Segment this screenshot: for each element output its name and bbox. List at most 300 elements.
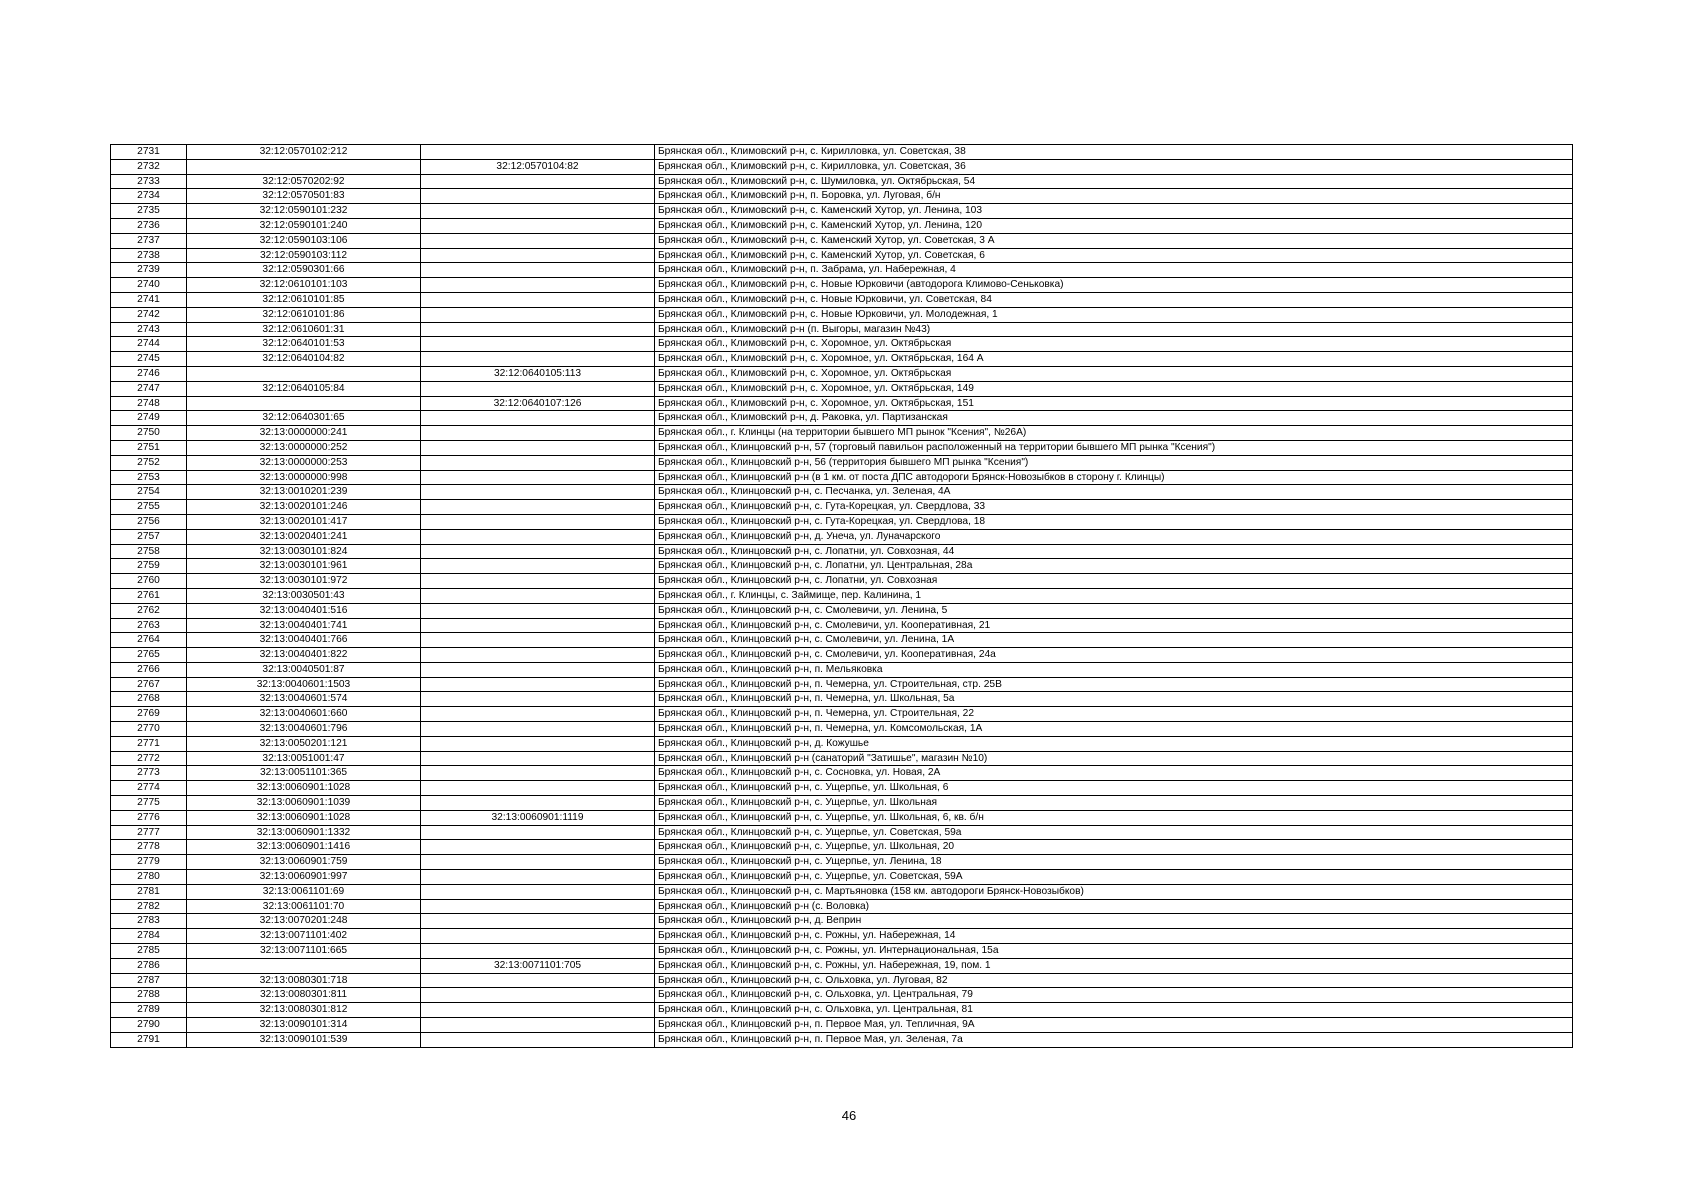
cadastral-number-cell: 32:13:0051001:47 — [187, 751, 421, 766]
cadastral-number-cell: 32:13:0070201:248 — [187, 914, 421, 929]
row-number-cell: 2773 — [111, 766, 187, 781]
cadastral-number-2-cell — [421, 751, 655, 766]
address-cell: Брянская обл., Клинцовский р-н (санаторий "Затишье", магазин №10) — [655, 751, 1573, 766]
address-cell: Брянская обл., Климовский р-н, с. Новые Юрковичи, ул. Молодежная, 1 — [655, 307, 1573, 322]
row-number-cell: 2780 — [111, 870, 187, 885]
address-cell: Брянская обл., Климовский р-н, с. Хоромное, ул. Октябрьская — [655, 337, 1573, 352]
address-cell: Брянская обл., Клинцовский р-н, д. Кожушье — [655, 736, 1573, 751]
cadastral-number-cell: 32:13:0000000:998 — [187, 470, 421, 485]
cadastral-number-cell: 32:13:0071101:402 — [187, 929, 421, 944]
cadastral-number-cell: 32:12:0590103:112 — [187, 248, 421, 263]
page-number: 46 — [841, 1108, 857, 1123]
address-cell: Брянская обл., Клинцовский р-н, с. Ущерпье, ул. Школьная, 6 — [655, 781, 1573, 796]
cadastral-number-2-cell — [421, 485, 655, 500]
row-number-cell: 2756 — [111, 514, 187, 529]
row-number-cell: 2753 — [111, 470, 187, 485]
table-row — [111, 278, 1573, 293]
cadastral-number-cell: 32:12:0570202:92 — [187, 174, 421, 189]
address-cell: Брянская обл., Клинцовский р-н, с. Сосновка, ул. Новая, 2А — [655, 766, 1573, 781]
address-cell: Брянская обл., Климовский р-н, с. Шумиловка, ул. Октябрьская, 54 — [655, 174, 1573, 189]
address-cell: Брянская обл., Клинцовский р-н, с. Лопатни, ул. Совхозная — [655, 574, 1573, 589]
cadastral-number-cell: 32:13:0071101:665 — [187, 944, 421, 959]
row-number-cell: 2776 — [111, 810, 187, 825]
table-row — [111, 899, 1573, 914]
cadastral-number-cell: 32:13:0060901:759 — [187, 855, 421, 870]
table-row — [111, 707, 1573, 722]
table-row — [111, 233, 1573, 248]
cadastral-number-2-cell — [421, 574, 655, 589]
cadastral-number-cell: 32:12:0610101:85 — [187, 292, 421, 307]
address-cell: Брянская обл., Климовский р-н, с. Каменский Хутор, ул. Советская, 6 — [655, 248, 1573, 263]
table-row — [111, 366, 1573, 381]
table-row — [111, 514, 1573, 529]
table-row — [111, 248, 1573, 263]
address-cell: Брянская обл., Климовский р-н, с. Каменский Хутор, ул. Ленина, 120 — [655, 218, 1573, 233]
cadastral-number-2-cell — [421, 677, 655, 692]
address-cell: Брянская обл., Клинцовский р-н, п. Мельяковка — [655, 662, 1573, 677]
cadastral-number-2-cell — [421, 189, 655, 204]
cadastral-number-cell: 32:13:0090101:314 — [187, 1018, 421, 1033]
table-row — [111, 544, 1573, 559]
cadastral-number-2-cell — [421, 914, 655, 929]
cadastral-number-2-cell — [421, 307, 655, 322]
cadastral-number-cell: 32:13:0020101:417 — [187, 514, 421, 529]
table-row — [111, 884, 1573, 899]
table-row — [111, 870, 1573, 885]
table-row — [111, 929, 1573, 944]
table-row — [111, 455, 1573, 470]
row-number-cell: 2738 — [111, 248, 187, 263]
cadastral-number-cell — [187, 396, 421, 411]
row-number-cell: 2741 — [111, 292, 187, 307]
table-row — [111, 411, 1573, 426]
cadastral-number-cell: 32:13:0060901:1028 — [187, 810, 421, 825]
address-cell: Брянская обл., Климовский р-н, с. Новые Юрковичи, ул. Советская, 84 — [655, 292, 1573, 307]
cadastral-number-cell: 32:13:0040601:660 — [187, 707, 421, 722]
cadastral-number-2-cell — [421, 796, 655, 811]
cadastral-number-2-cell — [421, 1003, 655, 1018]
address-cell: Брянская обл., Клинцовский р-н, с. Лопатни, ул. Совхозная, 44 — [655, 544, 1573, 559]
row-number-cell: 2763 — [111, 618, 187, 633]
table-row — [111, 352, 1573, 367]
row-number-cell: 2787 — [111, 973, 187, 988]
row-number-cell: 2770 — [111, 722, 187, 737]
address-cell: Брянская обл., Климовский р-н, с. Кирилловка, ул. Советская, 38 — [655, 145, 1573, 160]
table-row — [111, 322, 1573, 337]
cadastral-number-cell: 32:12:0610101:86 — [187, 307, 421, 322]
registry-table-body — [111, 145, 1573, 1048]
cadastral-number-2-cell — [421, 692, 655, 707]
cadastral-number-2-cell — [421, 500, 655, 515]
cadastral-number-2-cell: 32:12:0570104:82 — [421, 159, 655, 174]
address-cell: Брянская обл., Клинцовский р-н, с. Ущерпье, ул. Школьная — [655, 796, 1573, 811]
cadastral-number-cell: 32:13:0010201:239 — [187, 485, 421, 500]
row-number-cell: 2782 — [111, 899, 187, 914]
address-cell: Брянская обл., Клинцовский р-н, с. Рожны, ул. Интернациональная, 15а — [655, 944, 1573, 959]
table-row — [111, 914, 1573, 929]
cadastral-number-2-cell — [421, 781, 655, 796]
cadastral-number-2-cell — [421, 514, 655, 529]
cadastral-number-2-cell — [421, 381, 655, 396]
address-cell: Брянская обл., Клинцовский р-н, с. Рожны, ул. Набережная, 14 — [655, 929, 1573, 944]
address-cell: Брянская обл., Климовский р-н, с. Каменский Хутор, ул. Советская, 3 А — [655, 233, 1573, 248]
table-row — [111, 337, 1573, 352]
row-number-cell: 2785 — [111, 944, 187, 959]
cadastral-number-2-cell — [421, 544, 655, 559]
cadastral-number-cell: 32:13:0040601:796 — [187, 722, 421, 737]
row-number-cell: 2750 — [111, 426, 187, 441]
address-cell: Брянская обл., Клинцовский р-н, с. Рожны, ул. Набережная, 19, пом. 1 — [655, 958, 1573, 973]
table-row — [111, 662, 1573, 677]
row-number-cell: 2732 — [111, 159, 187, 174]
address-cell: Брянская обл., Клинцовский р-н (с. Воловка) — [655, 899, 1573, 914]
cadastral-number-2-cell — [421, 1018, 655, 1033]
row-number-cell: 2777 — [111, 825, 187, 840]
row-number-cell: 2760 — [111, 574, 187, 589]
address-cell: Брянская обл., Климовский р-н (п. Выгоры, магазин №43) — [655, 322, 1573, 337]
table-row — [111, 618, 1573, 633]
row-number-cell: 2748 — [111, 396, 187, 411]
cadastral-number-2-cell — [421, 870, 655, 885]
cadastral-number-2-cell: 32:12:0640105:113 — [421, 366, 655, 381]
table-row — [111, 263, 1573, 278]
row-number-cell: 2744 — [111, 337, 187, 352]
row-number-cell: 2769 — [111, 707, 187, 722]
cadastral-number-cell: 32:12:0610601:31 — [187, 322, 421, 337]
address-cell: Брянская обл., Климовский р-н, с. Хоромное, ул. Октябрьская — [655, 366, 1573, 381]
address-cell: Брянская обл., Клинцовский р-н, п. Чемерна, ул. Строительная, стр. 25В — [655, 677, 1573, 692]
row-number-cell: 2747 — [111, 381, 187, 396]
table-row — [111, 766, 1573, 781]
row-number-cell: 2764 — [111, 633, 187, 648]
address-cell: Брянская обл., Клинцовский р-н, с. Ущерпье, ул. Школьная, 20 — [655, 840, 1573, 855]
cadastral-number-cell: 32:12:0640301:65 — [187, 411, 421, 426]
address-cell: Брянская обл., Клинцовский р-н, с. Ольховка, ул. Центральная, 79 — [655, 988, 1573, 1003]
row-number-cell: 2735 — [111, 204, 187, 219]
cadastral-number-cell: 32:12:0590103:106 — [187, 233, 421, 248]
address-cell: Брянская обл., Клинцовский р-н, с. Песчанка, ул. Зеленая, 4А — [655, 485, 1573, 500]
cadastral-number-2-cell — [421, 633, 655, 648]
row-number-cell: 2779 — [111, 855, 187, 870]
cadastral-number-2-cell — [421, 440, 655, 455]
address-cell: Брянская обл., Клинцовский р-н, с. Лопатни, ул. Центральная, 28а — [655, 559, 1573, 574]
address-cell: Брянская обл., Климовский р-н, с. Кирилловка, ул. Советская, 36 — [655, 159, 1573, 174]
table-row — [111, 840, 1573, 855]
address-cell: Брянская обл., Клинцовский р-н, с. Гута-Корецкая, ул. Свердлова, 18 — [655, 514, 1573, 529]
row-number-cell: 2789 — [111, 1003, 187, 1018]
cadastral-number-cell: 32:13:0060901:1332 — [187, 825, 421, 840]
address-cell: Брянская обл., Клинцовский р-н, д. Веприн — [655, 914, 1573, 929]
cadastral-number-cell: 32:13:0080301:811 — [187, 988, 421, 1003]
address-cell: Брянская обл., Клинцовский р-н, с. Ущерпье, ул. Школьная, 6, кв. б/н — [655, 810, 1573, 825]
cadastral-number-2-cell — [421, 662, 655, 677]
cadastral-number-2-cell — [421, 455, 655, 470]
row-number-cell: 2786 — [111, 958, 187, 973]
address-cell: Брянская обл., Клинцовский р-н, с. Гута-Корецкая, ул. Свердлова, 33 — [655, 500, 1573, 515]
address-cell: Брянская обл., Климовский р-н, с. Хоромное, ул. Октябрьская, 151 — [655, 396, 1573, 411]
row-number-cell: 2749 — [111, 411, 187, 426]
table-row — [111, 796, 1573, 811]
address-cell: Брянская обл., Клинцовский р-н, 56 (территория бывшего МП рынка "Ксения") — [655, 455, 1573, 470]
address-cell: Брянская обл., Клинцовский р-н, с. Смолевичи, ул. Ленина, 1А — [655, 633, 1573, 648]
row-number-cell: 2762 — [111, 603, 187, 618]
cadastral-number-cell: 32:12:0610101:103 — [187, 278, 421, 293]
cadastral-number-2-cell — [421, 736, 655, 751]
table-row — [111, 426, 1573, 441]
table-row — [111, 603, 1573, 618]
row-number-cell: 2788 — [111, 988, 187, 1003]
cadastral-number-2-cell — [421, 174, 655, 189]
cadastral-number-2-cell — [421, 988, 655, 1003]
row-number-cell: 2743 — [111, 322, 187, 337]
cadastral-number-cell: 32:13:0020401:241 — [187, 529, 421, 544]
table-row — [111, 958, 1573, 973]
table-row — [111, 633, 1573, 648]
row-number-cell: 2766 — [111, 662, 187, 677]
cadastral-number-2-cell — [421, 766, 655, 781]
row-number-cell: 2767 — [111, 677, 187, 692]
table-row — [111, 174, 1573, 189]
table-row — [111, 440, 1573, 455]
table-row — [111, 204, 1573, 219]
cadastral-number-cell: 32:13:0040401:741 — [187, 618, 421, 633]
registry-table — [110, 144, 1573, 1048]
cadastral-number-cell: 32:13:0000000:253 — [187, 455, 421, 470]
cadastral-number-cell: 32:13:0060901:1039 — [187, 796, 421, 811]
table-row — [111, 218, 1573, 233]
table-row — [111, 574, 1573, 589]
row-number-cell: 2778 — [111, 840, 187, 855]
row-number-cell: 2734 — [111, 189, 187, 204]
row-number-cell: 2736 — [111, 218, 187, 233]
address-cell: Брянская обл., г. Клинцы (на территории бывшего МП рынок "Ксения", №26А) — [655, 426, 1573, 441]
cadastral-number-2-cell — [421, 218, 655, 233]
row-number-cell: 2791 — [111, 1032, 187, 1047]
address-cell: Брянская обл., Климовский р-н, с. Хоромное, ул. Октябрьская, 149 — [655, 381, 1573, 396]
table-row — [111, 855, 1573, 870]
cadastral-number-cell: 32:12:0640105:84 — [187, 381, 421, 396]
address-cell: Брянская обл., Клинцовский р-н, с. Ольховка, ул. Центральная, 81 — [655, 1003, 1573, 1018]
address-cell: Брянская обл., Клинцовский р-н, с. Мартьяновка (158 км. автодороги Брянск-Новозыбков) — [655, 884, 1573, 899]
address-cell: Брянская обл., Клинцовский р-н, с. Ущерпье, ул. Советская, 59а — [655, 825, 1573, 840]
table-row — [111, 751, 1573, 766]
row-number-cell: 2733 — [111, 174, 187, 189]
cadastral-number-2-cell — [421, 944, 655, 959]
row-number-cell: 2761 — [111, 588, 187, 603]
address-cell: Брянская обл., Клинцовский р-н, п. Чемерна, ул. Школьная, 5а — [655, 692, 1573, 707]
table-row — [111, 677, 1573, 692]
table-row — [111, 189, 1573, 204]
table-row — [111, 559, 1573, 574]
cadastral-number-2-cell — [421, 648, 655, 663]
cadastral-number-cell: 32:13:0040501:87 — [187, 662, 421, 677]
row-number-cell: 2759 — [111, 559, 187, 574]
address-cell: Брянская обл., Клинцовский р-н, п. Чемерна, ул. Комсомольская, 1А — [655, 722, 1573, 737]
cadastral-number-cell: 32:12:0640101:53 — [187, 337, 421, 352]
cadastral-number-cell: 32:13:0090101:539 — [187, 1032, 421, 1047]
table-row — [111, 648, 1573, 663]
row-number-cell: 2755 — [111, 500, 187, 515]
cadastral-number-2-cell — [421, 337, 655, 352]
cadastral-number-cell: 32:12:0570102:212 — [187, 145, 421, 160]
row-number-cell: 2758 — [111, 544, 187, 559]
table-row — [111, 588, 1573, 603]
cadastral-number-cell: 32:12:0590101:240 — [187, 218, 421, 233]
cadastral-number-2-cell — [421, 973, 655, 988]
cadastral-number-cell: 32:13:0061101:70 — [187, 899, 421, 914]
table-row — [111, 145, 1573, 160]
address-cell: Брянская обл., Климовский р-н, с. Новые Юрковичи (автодорога Климово-Сеньковка) — [655, 278, 1573, 293]
cadastral-number-2-cell — [421, 899, 655, 914]
cadastral-number-cell: 32:13:0020101:246 — [187, 500, 421, 515]
table-row — [111, 988, 1573, 1003]
table-row — [111, 529, 1573, 544]
cadastral-number-2-cell — [421, 722, 655, 737]
address-cell: Брянская обл., Климовский р-н, п. Боровка, ул. Луговая, б/н — [655, 189, 1573, 204]
row-number-cell: 2768 — [111, 692, 187, 707]
row-number-cell: 2774 — [111, 781, 187, 796]
table-row — [111, 781, 1573, 796]
address-cell: Брянская обл., Клинцовский р-н, с. Ущерпье, ул. Ленина, 18 — [655, 855, 1573, 870]
table-row — [111, 736, 1573, 751]
row-number-cell: 2740 — [111, 278, 187, 293]
cadastral-number-2-cell — [421, 322, 655, 337]
cadastral-number-2-cell — [421, 263, 655, 278]
row-number-cell: 2775 — [111, 796, 187, 811]
table-row — [111, 470, 1573, 485]
address-cell: Брянская обл., Климовский р-н, с. Хоромное, ул. Октябрьская, 164 А — [655, 352, 1573, 367]
row-number-cell: 2781 — [111, 884, 187, 899]
cadastral-number-2-cell — [421, 884, 655, 899]
address-cell: Брянская обл., Климовский р-н, с. Каменский Хутор, ул. Ленина, 103 — [655, 204, 1573, 219]
row-number-cell: 2742 — [111, 307, 187, 322]
cadastral-number-cell — [187, 958, 421, 973]
cadastral-number-cell: 32:13:0060901:1416 — [187, 840, 421, 855]
cadastral-number-2-cell — [421, 825, 655, 840]
address-cell: Брянская обл., Клинцовский р-н, с. Ущерпье, ул. Советская, 59А — [655, 870, 1573, 885]
address-cell: Брянская обл., г. Клинцы, с. Займище, пер. Калинина, 1 — [655, 588, 1573, 603]
cadastral-number-cell: 32:13:0051101:365 — [187, 766, 421, 781]
cadastral-number-2-cell — [421, 529, 655, 544]
address-cell: Брянская обл., Климовский р-н, п. Забрама, ул. Набережная, 4 — [655, 263, 1573, 278]
cadastral-number-2-cell: 32:13:0071101:705 — [421, 958, 655, 973]
cadastral-number-cell: 32:13:0000000:252 — [187, 440, 421, 455]
address-cell: Брянская обл., Клинцовский р-н, с. Смолевичи, ул. Кооперативная, 21 — [655, 618, 1573, 633]
table-row — [111, 292, 1573, 307]
cadastral-number-2-cell — [421, 145, 655, 160]
cadastral-number-cell: 32:13:0030101:824 — [187, 544, 421, 559]
cadastral-number-2-cell — [421, 204, 655, 219]
row-number-cell: 2746 — [111, 366, 187, 381]
table-row — [111, 1003, 1573, 1018]
cadastral-number-2-cell — [421, 233, 655, 248]
table-row — [111, 1032, 1573, 1047]
cadastral-number-2-cell — [421, 248, 655, 263]
row-number-cell: 2765 — [111, 648, 187, 663]
cadastral-number-2-cell — [421, 559, 655, 574]
cadastral-number-cell: 32:13:0040401:516 — [187, 603, 421, 618]
address-cell: Брянская обл., Клинцовский р-н, п. Чемерна, ул. Строительная, 22 — [655, 707, 1573, 722]
row-number-cell: 2757 — [111, 529, 187, 544]
table-row — [111, 485, 1573, 500]
cadastral-number-2-cell — [421, 707, 655, 722]
cadastral-number-2-cell — [421, 929, 655, 944]
address-cell: Брянская обл., Клинцовский р-н, п. Первое Мая, ул. Тепличная, 9А — [655, 1018, 1573, 1033]
cadastral-number-2-cell — [421, 840, 655, 855]
row-number-cell: 2737 — [111, 233, 187, 248]
row-number-cell: 2771 — [111, 736, 187, 751]
cadastral-number-2-cell — [421, 292, 655, 307]
row-number-cell: 2790 — [111, 1018, 187, 1033]
address-cell: Брянская обл., Клинцовский р-н, с. Смолевичи, ул. Ленина, 5 — [655, 603, 1573, 618]
cadastral-number-cell: 32:13:0000000:241 — [187, 426, 421, 441]
table-row — [111, 825, 1573, 840]
cadastral-number-cell — [187, 366, 421, 381]
row-number-cell: 2784 — [111, 929, 187, 944]
cadastral-number-2-cell: 32:13:0060901:1119 — [421, 810, 655, 825]
cadastral-number-cell: 32:13:0030101:972 — [187, 574, 421, 589]
cadastral-number-cell: 32:12:0590301:66 — [187, 263, 421, 278]
cadastral-number-cell: 32:13:0040601:574 — [187, 692, 421, 707]
table-row — [111, 159, 1573, 174]
cadastral-number-cell: 32:13:0080301:812 — [187, 1003, 421, 1018]
cadastral-number-cell: 32:13:0030101:961 — [187, 559, 421, 574]
cadastral-number-2-cell — [421, 278, 655, 293]
table-row — [111, 396, 1573, 411]
row-number-cell: 2783 — [111, 914, 187, 929]
table-row — [111, 722, 1573, 737]
cadastral-number-cell: 32:13:0050201:121 — [187, 736, 421, 751]
address-cell: Брянская обл., Клинцовский р-н, д. Унеча, ул. Луначарского — [655, 529, 1573, 544]
address-cell: Брянская обл., Клинцовский р-н (в 1 км. от поста ДПС автодороги Брянск-Новозыбков в сторону г. Клинцы) — [655, 470, 1573, 485]
address-cell: Брянская обл., Клинцовский р-н, 57 (торговый павильон расположенный на территории бывшего МП рынка "Ксения") — [655, 440, 1573, 455]
cadastral-number-2-cell — [421, 603, 655, 618]
table-row — [111, 810, 1573, 825]
cadastral-number-cell: 32:13:0040601:1503 — [187, 677, 421, 692]
cadastral-number-2-cell — [421, 1032, 655, 1047]
cadastral-number-2-cell — [421, 588, 655, 603]
address-cell: Брянская обл., Клинцовский р-н, п. Первое Мая, ул. Зеленая, 7а — [655, 1032, 1573, 1047]
table-row — [111, 692, 1573, 707]
row-number-cell: 2739 — [111, 263, 187, 278]
cadastral-number-cell: 32:13:0080301:718 — [187, 973, 421, 988]
cadastral-number-cell: 32:13:0061101:69 — [187, 884, 421, 899]
cadastral-number-cell: 32:12:0640104:82 — [187, 352, 421, 367]
cadastral-number-cell: 32:12:0570501:83 — [187, 189, 421, 204]
row-number-cell: 2752 — [111, 455, 187, 470]
table-row — [111, 500, 1573, 515]
row-number-cell: 2751 — [111, 440, 187, 455]
cadastral-number-cell: 32:13:0040401:766 — [187, 633, 421, 648]
address-cell: Брянская обл., Клинцовский р-н, с. Ольховка, ул. Луговая, 82 — [655, 973, 1573, 988]
cadastral-number-2-cell — [421, 618, 655, 633]
cadastral-number-2-cell — [421, 411, 655, 426]
cadastral-number-2-cell — [421, 352, 655, 367]
cadastral-number-2-cell — [421, 426, 655, 441]
cadastral-number-2-cell — [421, 470, 655, 485]
cadastral-number-cell: 32:13:0060901:997 — [187, 870, 421, 885]
row-number-cell: 2731 — [111, 145, 187, 160]
table-row — [111, 1018, 1573, 1033]
table-row — [111, 307, 1573, 322]
table-row — [111, 381, 1573, 396]
cadastral-number-cell: 32:13:0030501:43 — [187, 588, 421, 603]
cadastral-number-cell: 32:12:0590101:232 — [187, 204, 421, 219]
address-cell: Брянская обл., Климовский р-н, д. Раковка, ул. Партизанская — [655, 411, 1573, 426]
cadastral-number-2-cell — [421, 855, 655, 870]
row-number-cell: 2772 — [111, 751, 187, 766]
cadastral-number-cell: 32:13:0060901:1028 — [187, 781, 421, 796]
